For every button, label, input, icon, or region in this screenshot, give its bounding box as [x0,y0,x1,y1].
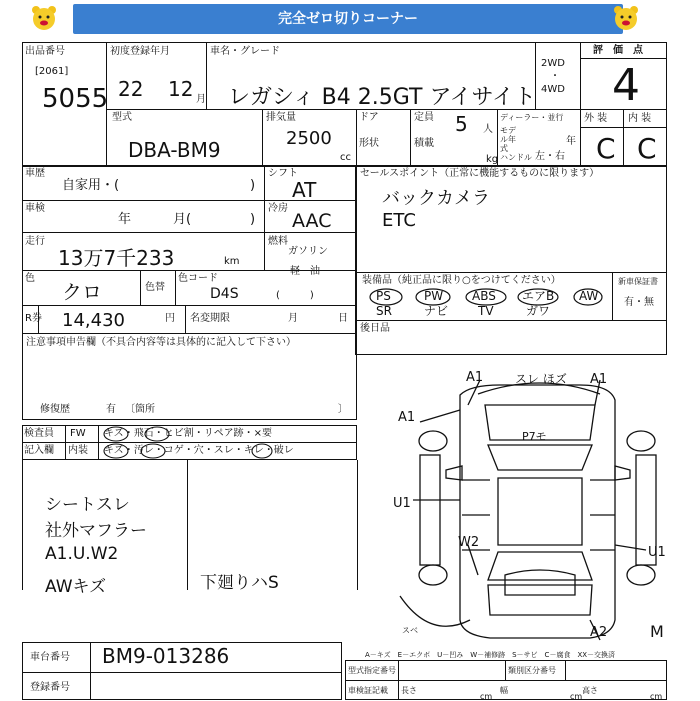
inspector-label: 検査員 [24,428,54,439]
divider [22,672,342,673]
class-label: 類別区分番号 [508,666,556,675]
divider [90,642,91,700]
model-label: 型式 [112,112,132,123]
inspection-close: ) [250,212,256,227]
mark-pateru: P7モ [522,430,547,443]
note-line-1: シートスレ [45,495,130,515]
color-label: 色 [25,273,35,284]
inspection-month: 月( [173,212,192,227]
color-change-label: 色替 [145,282,165,293]
equip-tv: TV [478,304,494,318]
handle-label: ハンドル [500,153,532,162]
rear-items-label: 後日品 [360,323,390,334]
history-value: 自家用・( [62,178,120,193]
equip-pw: PW [424,289,444,303]
cert-label: 車検証記載 [348,686,388,695]
displacement-value: 2500 [286,128,332,149]
yen-unit: 円 [165,313,175,324]
color-code-value: D4S [210,286,239,302]
mark-a2: A2 [590,625,608,640]
damage-legend: A－キズ E－エクボ U－凹み W－補修跡 S－サビ C－腐食 XX－交換済 [365,651,616,659]
mark-u1-right: U1 [648,545,666,560]
recycle-value: 14,430 [62,310,125,331]
shape-label: 形状 [359,138,379,149]
sales-point-1: バックカメラ [382,188,490,209]
fuel-gasoline: ガソリン [288,246,328,257]
warranty-label: 新車保証書 [618,277,658,286]
ac-label: 冷房 [268,203,288,214]
equipment-label: 装備品（純正品に限り○をつけてください） [362,275,561,286]
equip-abs: ABS [472,289,496,303]
model-value: DBA-BM9 [128,138,221,162]
mark-a1-side: A1 [398,410,416,425]
repair-value: 有 [106,404,116,415]
equip-gawa: ガワ [526,304,551,318]
year-unit: 年 [566,136,576,147]
equip-ps: PS [376,289,391,303]
mark-sure: スレ ほズ [515,372,567,386]
inspection-year: 年 [118,212,132,227]
lot-small: [2061] [35,66,69,77]
height-label: 高さ [582,686,598,695]
interior-label: 内 装 [628,113,652,124]
mark-sube: スベ [402,626,418,635]
lot-number: 5055 [42,84,109,114]
capacity-value: 5 [455,112,468,136]
registration-label: 登録番号 [30,682,70,693]
equip-navi: ナビ [424,304,449,318]
page-title: 完全ゼロ切りコーナー [73,4,623,34]
kg-unit: kg [486,154,499,165]
history-close: ) [250,178,256,193]
color-code-label: 色コード [178,273,218,284]
drive-2wd: 2WD [541,58,565,69]
ac-value: AAC [292,210,332,232]
first-registration-month: 12 [168,77,194,101]
mileage-label: 走行 [25,236,45,247]
repair-place: 〔箇所 [125,404,155,415]
mark-a1-front-right: A1 [590,372,608,387]
repair-close: 〕 [338,404,348,415]
car-name-value: レガシィ B4 2.5GT アイサイト [228,85,536,110]
interior-check-label: 内装 [68,445,88,456]
divider [505,660,506,680]
notes-label: 注意事項申告欄（不具合内容等は具体的に記入して下さい） [26,337,296,348]
exterior-value: C [596,132,616,165]
warranty-value: 有・無 [624,297,654,308]
fw-items: キズ・飛石・ヒビ割・リペア跡・×要 [104,428,272,439]
sales-point-2: ETC [382,210,416,231]
mark-w2: W2 [458,535,480,550]
dealer-label: ディーラー・並行 [500,113,564,122]
name-change-day: 日 [338,313,348,324]
capacity-unit: 人 [483,124,493,135]
width-label: 幅 [500,686,508,695]
inspector-sub-label: 記入欄 [24,445,54,456]
load-label: 積載 [414,138,434,149]
shift-label: シフト [268,168,298,179]
height-unit: cm [650,692,663,701]
drive-dot: ・ [550,71,560,82]
model-year-label: モデル年式 [500,126,516,153]
mileage-value: 13万7千233 [58,246,175,270]
interior-check-items: キズ・汚レ・コゲ・穴・スレ・キレ・破レ [104,445,294,456]
fuel-label: 燃料 [268,236,288,247]
color-value: クロ [62,280,102,304]
note-line-2: 社外マフラー [45,521,147,541]
km-unit: km [224,256,240,267]
month-unit: 月 [196,94,206,105]
inspection-label: 車検 [25,203,45,214]
mark-a1-front-left: A1 [466,370,484,385]
mark-u1-left: U1 [393,496,411,511]
chassis-value: BM9-013286 [102,644,230,668]
form-spec-label: 型式指定番号 [348,666,396,675]
capacity-label: 定員 [414,112,434,123]
displacement-label: 排気量 [266,112,296,123]
repair-label: 修復歴 [40,404,70,415]
handle-value: 左・右 [535,151,565,162]
length-unit: cm [480,692,493,701]
length-label: 長さ [401,686,417,695]
chassis-label: 車台番号 [30,652,70,663]
cc-unit: cc [340,152,351,163]
exterior-label: 外 装 [584,113,608,124]
divider [565,660,566,680]
equip-aw: AW [579,289,599,303]
score-value: 4 [612,60,640,111]
recycle-label: R券 [25,313,42,324]
note-line-3: A1.U.W2 [45,544,119,564]
first-registration-label: 初度登録年月 [110,46,170,57]
divider [398,660,399,700]
fuel-diesel: 軽 油 [290,266,320,277]
door-label: ドア [359,112,379,123]
note-line-4: AWキズ [45,577,107,597]
mark-m: M [650,622,664,641]
equip-airbag: エアB [522,289,555,303]
history-label: 車歴 [25,168,45,179]
first-registration-year: 22 [118,77,144,101]
name-change-month: 月 [288,313,298,324]
car-name-label: 車名・グレード [210,46,280,57]
divider [345,680,667,681]
name-change-label: 名変期限 [190,313,230,324]
note-line-5: 下廻りハS [200,573,279,593]
score-label: 評 価 点 [593,45,643,56]
fuel-paren: ( ) [276,290,314,301]
lot-number-label: 出品番号 [25,46,65,57]
sales-points-label: セールスポイント（正常に機能するものに限ります） [360,168,600,179]
fw-label: FW [70,428,86,439]
equip-sr: SR [376,304,392,318]
drive-4wd: 4WD [541,84,565,95]
width-unit: cm [570,692,583,701]
interior-value: C [637,132,657,165]
shift-value: AT [292,178,317,202]
